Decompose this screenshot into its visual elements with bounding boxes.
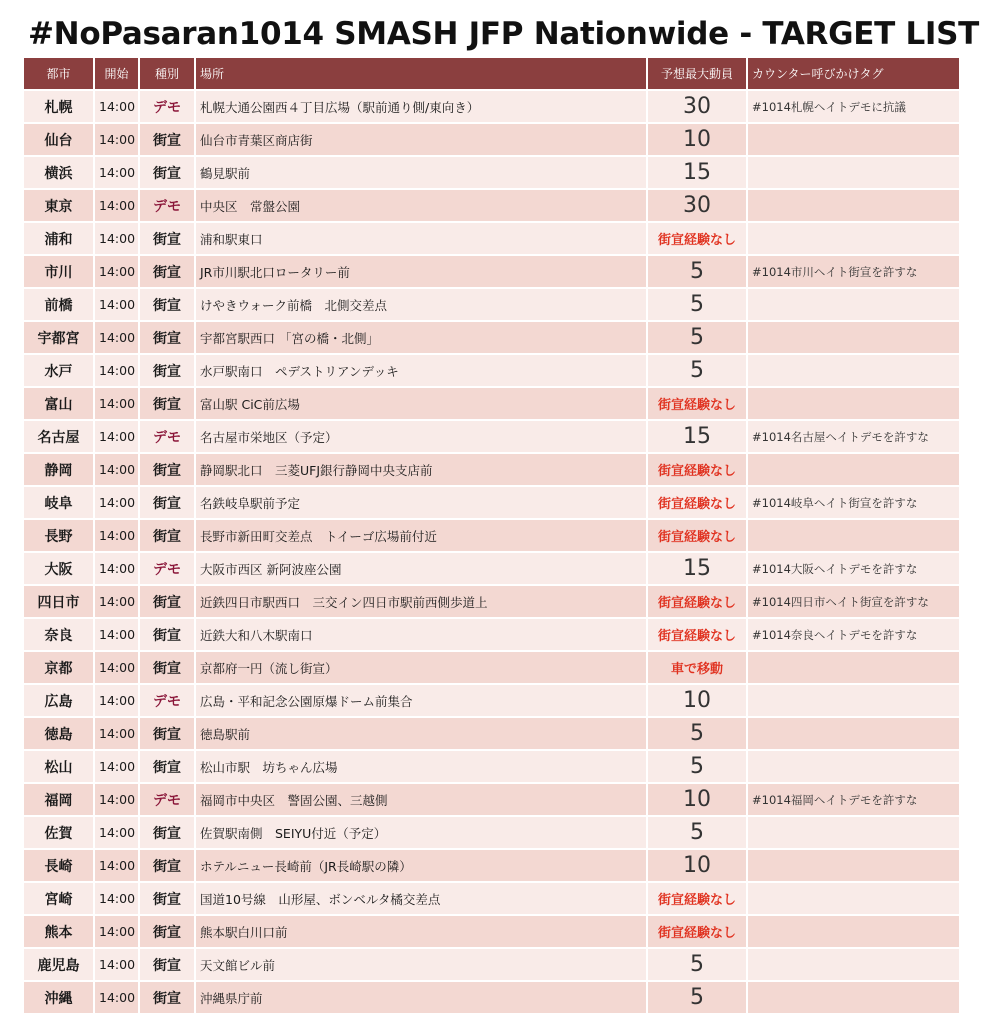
cell-place: 宇都宮駅西口 「宮の橋・北側」 <box>195 321 647 354</box>
page-title: #NoPasaran1014 SMASH JFP Nationwide - TARGET LIST <box>28 16 980 52</box>
max-count: 5 <box>690 358 704 383</box>
table-row <box>24 684 960 717</box>
max-note: 街宣経験なし <box>657 596 736 611</box>
table-row <box>24 255 960 288</box>
cell-start: 14:00 <box>94 783 139 816</box>
cell-city: 奈良 <box>24 618 94 651</box>
header-city: 都市 <box>24 58 94 90</box>
cell-max <box>647 684 747 717</box>
max-count: 5 <box>690 325 704 350</box>
table-row <box>24 816 960 849</box>
table-row <box>24 783 960 816</box>
cell-start: 14:00 <box>94 948 139 981</box>
cell-tag <box>747 354 960 387</box>
cell-city: 水戸 <box>24 354 94 387</box>
cell-start: 14:00 <box>94 651 139 684</box>
cell-city: 福岡 <box>24 783 94 816</box>
header-type: 種別 <box>139 58 195 90</box>
cell-start: 14:00 <box>94 816 139 849</box>
cell-place: 静岡駅北口 三菱UFJ銀行静岡中央支店前 <box>195 453 647 486</box>
cell-type: 街宣 <box>139 222 195 255</box>
cell-max <box>647 486 747 519</box>
max-count: 5 <box>690 985 704 1010</box>
table-row <box>24 387 960 420</box>
header-tag: カウンター呼びかけタグ <box>747 58 960 90</box>
cell-type: 街宣 <box>139 915 195 948</box>
max-count: 5 <box>690 721 704 746</box>
max-count: 15 <box>683 424 711 449</box>
max-count: 30 <box>683 94 711 119</box>
cell-max <box>647 222 747 255</box>
table-row <box>24 651 960 684</box>
cell-max <box>647 255 747 288</box>
cell-type: デモ <box>139 552 195 585</box>
cell-type: 街宣 <box>139 816 195 849</box>
max-count: 5 <box>690 952 704 977</box>
cell-type: 街宣 <box>139 585 195 618</box>
table-row <box>24 519 960 552</box>
cell-city: 富山 <box>24 387 94 420</box>
cell-city: 東京 <box>24 189 94 222</box>
cell-type: 街宣 <box>139 288 195 321</box>
cell-max <box>647 288 747 321</box>
cell-tag <box>747 189 960 222</box>
cell-place: 近鉄四日市駅西口 三交イン四日市駅前西側歩道上 <box>195 585 647 618</box>
cell-max <box>647 981 747 1013</box>
cell-type: 街宣 <box>139 750 195 783</box>
cell-type: 街宣 <box>139 156 195 189</box>
cell-city: 浦和 <box>24 222 94 255</box>
cell-place: 名鉄岐阜駅前予定 <box>195 486 647 519</box>
cell-tag: #1014市川ヘイト街宣を許すな <box>747 255 960 288</box>
cell-type: 街宣 <box>139 651 195 684</box>
max-note: 街宣経験なし <box>657 398 736 413</box>
max-count: 10 <box>683 127 711 152</box>
cell-city: 大阪 <box>24 552 94 585</box>
table-row <box>24 981 960 1013</box>
cell-tag: #1014四日市ヘイト街宣を許すな <box>747 585 960 618</box>
cell-place: 熊本駅白川口前 <box>195 915 647 948</box>
cell-tag <box>747 387 960 420</box>
cell-type: 街宣 <box>139 519 195 552</box>
table-row <box>24 849 960 882</box>
max-count: 15 <box>683 160 711 185</box>
cell-start: 14:00 <box>94 420 139 453</box>
max-count: 15 <box>683 556 711 581</box>
cell-max <box>647 552 747 585</box>
cell-tag <box>747 948 960 981</box>
table-row <box>24 420 960 453</box>
target-list-table <box>24 58 961 1013</box>
cell-start: 14:00 <box>94 750 139 783</box>
cell-type: 街宣 <box>139 354 195 387</box>
table-row <box>24 948 960 981</box>
cell-tag <box>747 123 960 156</box>
cell-max <box>647 156 747 189</box>
cell-tag <box>747 651 960 684</box>
table-row <box>24 552 960 585</box>
header-max: 予想最大動員 <box>647 58 747 90</box>
cell-city: 熊本 <box>24 915 94 948</box>
cell-start: 14:00 <box>94 981 139 1013</box>
cell-type: 街宣 <box>139 123 195 156</box>
cell-type: 街宣 <box>139 387 195 420</box>
cell-max <box>647 90 747 123</box>
cell-place: 福岡市中央区 警固公園、三越側 <box>195 783 647 816</box>
cell-tag <box>747 981 960 1013</box>
max-count: 5 <box>690 292 704 317</box>
cell-place: ホテルニュー長崎前（JR長崎駅の隣） <box>195 849 647 882</box>
cell-start: 14:00 <box>94 90 139 123</box>
cell-city: 徳島 <box>24 717 94 750</box>
header-place: 場所 <box>195 58 647 90</box>
cell-place: 札幌大通公園西４丁目広場（駅前通り側/東向き） <box>195 90 647 123</box>
cell-city: 仙台 <box>24 123 94 156</box>
cell-type: 街宣 <box>139 453 195 486</box>
table-row <box>24 156 960 189</box>
cell-place: 大阪市西区 新阿波座公園 <box>195 552 647 585</box>
max-note: 街宣経験なし <box>657 233 736 248</box>
cell-start: 14:00 <box>94 618 139 651</box>
cell-city: 市川 <box>24 255 94 288</box>
cell-start: 14:00 <box>94 255 139 288</box>
cell-max <box>647 816 747 849</box>
cell-start: 14:00 <box>94 552 139 585</box>
cell-start: 14:00 <box>94 123 139 156</box>
cell-start: 14:00 <box>94 519 139 552</box>
cell-max <box>647 882 747 915</box>
cell-tag <box>747 915 960 948</box>
cell-city: 宮崎 <box>24 882 94 915</box>
cell-city: 広島 <box>24 684 94 717</box>
cell-max <box>647 783 747 816</box>
cell-start: 14:00 <box>94 717 139 750</box>
cell-place: 仙台市青葉区商店街 <box>195 123 647 156</box>
cell-max <box>647 321 747 354</box>
cell-tag: #1014札幌ヘイトデモに抗議 <box>747 90 960 123</box>
cell-start: 14:00 <box>94 354 139 387</box>
cell-tag <box>747 222 960 255</box>
cell-city: 札幌 <box>24 90 94 123</box>
max-note: 街宣経験なし <box>657 893 736 908</box>
cell-start: 14:00 <box>94 849 139 882</box>
table-row <box>24 222 960 255</box>
table-row <box>24 882 960 915</box>
max-note: 車で移動 <box>670 662 723 677</box>
cell-start: 14:00 <box>94 189 139 222</box>
cell-place: 富山駅 CiC前広場 <box>195 387 647 420</box>
cell-place: 京都府一円（流し街宣） <box>195 651 647 684</box>
max-count: 5 <box>690 259 704 284</box>
cell-start: 14:00 <box>94 915 139 948</box>
cell-place: 松山市駅 坊ちゃん広場 <box>195 750 647 783</box>
cell-tag <box>747 156 960 189</box>
cell-tag <box>747 717 960 750</box>
cell-city: 前橋 <box>24 288 94 321</box>
cell-place: 佐賀駅南側 SEIYU付近（予定） <box>195 816 647 849</box>
cell-max <box>647 651 747 684</box>
cell-tag <box>747 684 960 717</box>
cell-max <box>647 519 747 552</box>
cell-city: 沖縄 <box>24 981 94 1013</box>
max-count: 10 <box>683 688 711 713</box>
cell-max <box>647 354 747 387</box>
cell-tag <box>747 849 960 882</box>
table-row <box>24 288 960 321</box>
cell-city: 名古屋 <box>24 420 94 453</box>
cell-city: 京都 <box>24 651 94 684</box>
cell-start: 14:00 <box>94 684 139 717</box>
cell-max <box>647 453 747 486</box>
cell-start: 14:00 <box>94 486 139 519</box>
cell-tag <box>747 519 960 552</box>
cell-city: 鹿児島 <box>24 948 94 981</box>
max-count: 10 <box>683 787 711 812</box>
cell-tag: #1014名古屋ヘイトデモを許すな <box>747 420 960 453</box>
header-start: 開始 <box>94 58 139 90</box>
cell-tag <box>747 750 960 783</box>
cell-start: 14:00 <box>94 288 139 321</box>
cell-place: 浦和駅東口 <box>195 222 647 255</box>
cell-start: 14:00 <box>94 387 139 420</box>
max-count: 30 <box>683 193 711 218</box>
table-row <box>24 717 960 750</box>
cell-place: 広島・平和記念公園原爆ドーム前集合 <box>195 684 647 717</box>
cell-tag <box>747 288 960 321</box>
cell-type: 街宣 <box>139 486 195 519</box>
cell-place: 中央区 常盤公園 <box>195 189 647 222</box>
max-count: 10 <box>683 853 711 878</box>
cell-max <box>647 849 747 882</box>
cell-type: 街宣 <box>139 849 195 882</box>
max-note: 街宣経験なし <box>657 497 736 512</box>
max-note: 街宣経験なし <box>657 629 736 644</box>
table-row <box>24 915 960 948</box>
cell-city: 岐阜 <box>24 486 94 519</box>
max-note: 街宣経験なし <box>657 530 736 545</box>
max-note: 街宣経験なし <box>657 926 736 941</box>
cell-type: デモ <box>139 420 195 453</box>
cell-place: 長野市新田町交差点 トイーゴ広場前付近 <box>195 519 647 552</box>
cell-max <box>647 420 747 453</box>
cell-type: 街宣 <box>139 717 195 750</box>
cell-place: JR市川駅北口ロータリー前 <box>195 255 647 288</box>
cell-type: 街宣 <box>139 255 195 288</box>
cell-type: 街宣 <box>139 321 195 354</box>
cell-start: 14:00 <box>94 882 139 915</box>
cell-city: 四日市 <box>24 585 94 618</box>
cell-start: 14:00 <box>94 585 139 618</box>
cell-place: 近鉄大和八木駅南口 <box>195 618 647 651</box>
cell-city: 長野 <box>24 519 94 552</box>
cell-start: 14:00 <box>94 222 139 255</box>
cell-start: 14:00 <box>94 321 139 354</box>
cell-tag <box>747 321 960 354</box>
cell-type: 街宣 <box>139 981 195 1013</box>
cell-start: 14:00 <box>94 453 139 486</box>
table-row <box>24 453 960 486</box>
cell-tag: #1014奈良ヘイトデモを許すな <box>747 618 960 651</box>
cell-city: 松山 <box>24 750 94 783</box>
cell-type: デモ <box>139 90 195 123</box>
cell-place: 水戸駅南口 ペデストリアンデッキ <box>195 354 647 387</box>
max-note: 街宣経験なし <box>657 464 736 479</box>
cell-place: 沖縄県庁前 <box>195 981 647 1013</box>
cell-tag: #1014大阪ヘイトデモを許すな <box>747 552 960 585</box>
cell-place: 国道10号線 山形屋、ボンベルタ橘交差点 <box>195 882 647 915</box>
cell-max <box>647 123 747 156</box>
cell-place: 徳島駅前 <box>195 717 647 750</box>
table-row <box>24 585 960 618</box>
cell-max <box>647 915 747 948</box>
cell-city: 横浜 <box>24 156 94 189</box>
cell-tag <box>747 453 960 486</box>
cell-tag: #1014福岡ヘイトデモを許すな <box>747 783 960 816</box>
table-row <box>24 90 960 123</box>
table-row <box>24 486 960 519</box>
cell-type: 街宣 <box>139 882 195 915</box>
cell-place: 鶴見駅前 <box>195 156 647 189</box>
cell-city: 静岡 <box>24 453 94 486</box>
table-row <box>24 750 960 783</box>
cell-max <box>647 387 747 420</box>
max-count: 5 <box>690 754 704 779</box>
table-header-row <box>24 58 960 90</box>
cell-max <box>647 948 747 981</box>
table-row <box>24 354 960 387</box>
cell-max <box>647 717 747 750</box>
cell-tag: #1014岐阜ヘイト街宣を許すな <box>747 486 960 519</box>
max-count: 5 <box>690 820 704 845</box>
cell-city: 佐賀 <box>24 816 94 849</box>
cell-max <box>647 585 747 618</box>
table-row <box>24 123 960 156</box>
cell-city: 長崎 <box>24 849 94 882</box>
cell-tag <box>747 816 960 849</box>
cell-tag <box>747 882 960 915</box>
cell-city: 宇都宮 <box>24 321 94 354</box>
cell-type: 街宣 <box>139 618 195 651</box>
cell-type: 街宣 <box>139 948 195 981</box>
table-row <box>24 189 960 222</box>
cell-type: デモ <box>139 684 195 717</box>
cell-type: デモ <box>139 783 195 816</box>
cell-place: けやきウォーク前橋 北側交差点 <box>195 288 647 321</box>
cell-max <box>647 618 747 651</box>
table-row <box>24 321 960 354</box>
cell-max <box>647 750 747 783</box>
cell-type: デモ <box>139 189 195 222</box>
cell-place: 天文館ビル前 <box>195 948 647 981</box>
cell-max <box>647 189 747 222</box>
cell-start: 14:00 <box>94 156 139 189</box>
table-body <box>24 90 960 1013</box>
cell-place: 名古屋市栄地区（予定） <box>195 420 647 453</box>
table-row <box>24 618 960 651</box>
